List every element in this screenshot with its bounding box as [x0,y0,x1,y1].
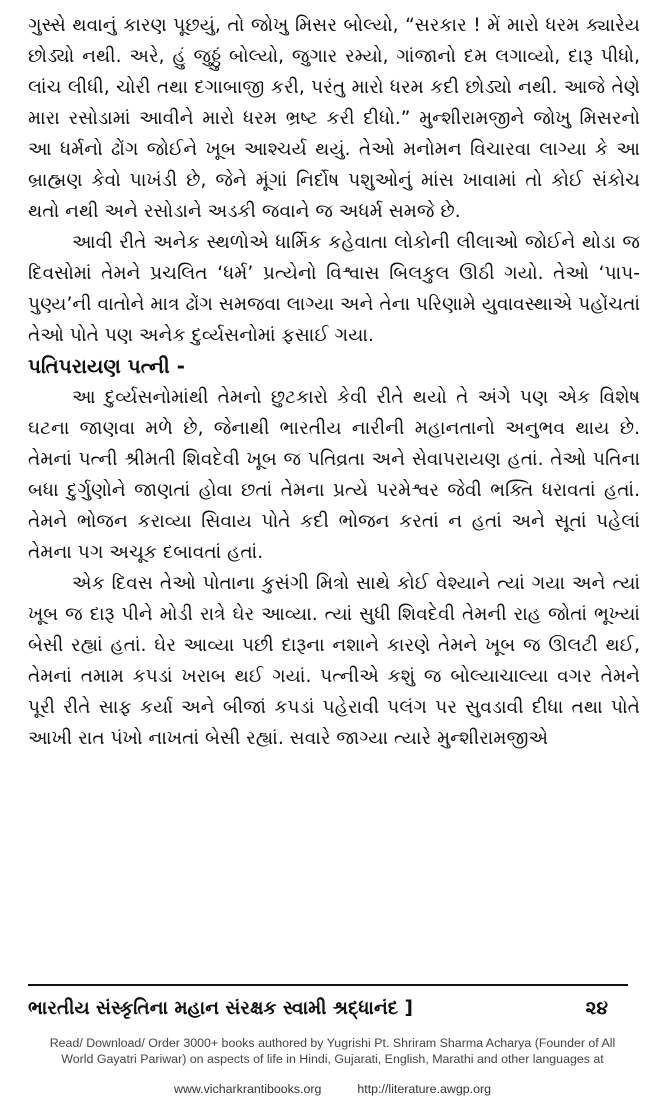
credit-line-2: World Gayatri Pariwar) on aspects of life in Hindi, Gujarati, English, Marathi and other languages at [61,1051,604,1066]
page-footer [28,994,628,1022]
book-title: ભારતીય સંસ્કૃતિના મહાન સંરક્ષક સ્વામી શ્રદ્ધાનંદ ] [28,997,413,1019]
vicharkranti-link[interactable]: www.vicharkrantibooks.org [174,1082,322,1096]
paragraph-3: આ દુર્વ્યસનોમાંથી તેમનો છુટકારો કેવી રીતે થયો તે અંગે પણ એક વિશેષ ઘટના જાણવા મળે છે, જેનાથી ભારતીય નારીની મહાનતાનો અનુભવ થાય છે. તેમનાં પત્ની શ્રીમતી શિવદેવી ખૂબ જ પતિવ્રતા અને સેવાપરાયણ હતાં. તેઓ પતિના બધા દુર્ગુણોને જાણતાં હોવા છતાં તેમના પ્રત્યે પરમેશ્વર જેવી ભક્તિ ધરાવતાં હતાં. તેમને ભોજન કરાવ્યા સિવાય પોતે કદી ભોજન કરતાં ન હતાં અને સૂતાં પહેલાં તેમના પગ અચૂક દબાવતાં હતાં. [28,387,640,563]
paragraph-2: આવી રીતે અનેક સ્થળોએ ધાર્મિક કહેવાતા લોકોની લીલાઓ જોઈને થોડા જ દિવસોમાં તેમને પ્રચલિત ‘ધર્મ’ પ્રત્યેનો વિશ્વાસ બિલકુલ ઊઠી ગયો. તેઓ ‘પાપ-પુણ્ય’ની વાતોને માત્ર ઢોંગ સમજવા લાગ્યા અને તેના પરિણામે યુવાવસ્થાએ પહોંચતાં તેઓ પોતે પણ અનેક દુર્વ્યસનોમાં ફસાઈ ગયા. [28,232,640,346]
awgp-link[interactable]: http://literature.awgp.org [357,1082,491,1096]
footer-divider [28,984,628,986]
page-body [28,10,640,754]
paragraph-4: એક દિવસ તેઓ પોતાના કુસંગી મિત્રો સાથે કોઈ વેશ્યાને ત્યાં ગયા અને ત્યાં ખૂબ જ દારૂ પીને મોડી રાત્રે ઘેર આવ્યા. ત્યાં સુધી શિવદેવી તેમની રાહ જોતાં ભૂખ્યાં બેસી રહ્યાં હતાં. ઘેર આવ્યા પછી દારૂના નશાને કારણે તેમને ખૂબ જ ઊલટી થઈ, તેમનાં તમામ કપડાં ખરાબ થઈ ગયાં. પત્નીએ કશું જ બોલ્યાચાલ્યા વગર તેમને પૂરી રીતે સાફ કર્યા અને બીજાં કપડાં પહેરાવી પલંગ પર સુવડાવી દીધા તથા પોતે આખી રાત પંખો નાખતાં બેસી રહ્યાં. સવારે જાગ્યા ત્યારે મુન્શીરામજીએ [28,573,640,749]
paragraph-1: ગુસ્સે થવાનું કારણ પૂછયું, તો જોખુ મિસર બોલ્યો, “સરકાર ! મેં મારો ધરમ ક્યારેય છોડ્યો નથી. અરે, હું જુઠ્ઠું બોલ્યો, જુગાર રમ્યો, ગાંજાનો દમ લગાવ્યો, દારૂ પીધો, લાંચ લીધી, ચોરી તથા દગાબાજી કરી, પરંતુ મારો ધરમ કદી છોડ્યો નથી. આજે તેણે મારા રસોડામાં આવીને મારો ધરમ ભ્રષ્ટ કરી દીધો.” મુન્શીરામજીને જોખુ મિસરનો આ ધર્મનો ઢોંગ જોઈને ખૂબ આશ્ચર્ય થયું. તેઓ મનોમન વિચારવા લાગ્યા કે આ બ્રાહ્મણ કેવો પાખંડી છે, જેને મૂંગાં નિર્દોષ પશુઓનું માંસ ખાવામાં તો કોઈ સંકોચ થતો નથી અને રસોડાને અડકી જવાને જ અધર્મ સમજે છે. [28,15,640,222]
page-number: ૨૪ [585,997,608,1019]
credit-text [0,1036,665,1067]
credit-links [0,1082,665,1098]
credit-line-1: Read/ Download/ Order 3000+ books authored by Yugrishi Pt. Shriram Sharma Acharya (Founder of All [49,1036,616,1050]
section-heading: પતિપરાયણ પત્ની - [28,354,185,378]
